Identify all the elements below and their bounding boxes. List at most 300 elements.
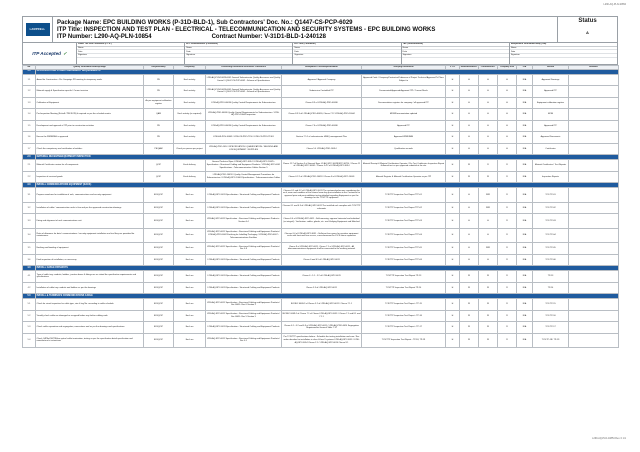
cell-c4: H — [498, 97, 517, 109]
cell-freq: Each rm — [174, 254, 206, 266]
cell-c3: W/R — [479, 202, 498, 214]
cell-freq: Each rm — [174, 214, 206, 229]
document-reference: L290-AQ-PLN-10854 — [603, 3, 626, 6]
cell-c2: H — [460, 86, 479, 98]
cell-verify: TCS/TTP Inspection Test Report - TP-18, TP-19 — [362, 333, 446, 348]
cell-activity: Calibration of Equipment — [36, 97, 144, 109]
cell-activity: Check cable separation and segregation, connections and as per the drawings and specifications — [36, 322, 144, 334]
signature-field: Signature — [77, 54, 184, 58]
cell-c4: R — [498, 282, 517, 294]
cell-verify: Qualification records — [362, 143, 446, 155]
cell-c4: R — [498, 271, 517, 283]
cell-c3: W — [479, 333, 498, 348]
cell-resp: PE — [144, 86, 174, 98]
signature-field: Date — [402, 50, 509, 54]
cell-no: 3.3 — [23, 214, 36, 229]
cell-doc: L290-AQ-PRO-40030 Quality Control Requirements for Subcontractors / L290-AQ-PRO-10044 Inspection — [206, 109, 282, 121]
cell-activity: Installation of cable tray conduits and ladders as per the drawings — [36, 282, 144, 294]
column-header: Frequency — [174, 66, 206, 70]
cell-c4: R — [498, 254, 517, 266]
cell-criteria: Section 7.5.1 of subcontractor HSEQ management Plan — [282, 132, 362, 144]
cell-remarks — [569, 143, 619, 155]
cell-criteria: Clause 9 of L290-AQ-SPC-6011, Clause 7.1 of L290-AQ-SPC-6011 - All telecommunications equipment shall be connected to the earthing network — [282, 243, 362, 255]
section-title: INSTALL CABLE PATHWAYS — [36, 266, 619, 271]
cell-resp: EIO/QC/P — [144, 214, 174, 229]
cell-record: Approved Drawings — [533, 74, 569, 86]
cell-record: Certificates — [533, 143, 569, 155]
cell-c3: W — [479, 299, 498, 311]
cell-c2: W — [460, 333, 479, 348]
cell-remarks — [569, 322, 619, 334]
cell-doc: L290-AQ-PRO-40030 Quality Control Requirements for Subcontractors — [206, 97, 282, 109]
contract-label: Contract Number: — [211, 33, 263, 40]
cell-remarks — [569, 299, 619, 311]
cell-c2: W — [460, 299, 479, 311]
cell-no: 3.4 — [23, 228, 36, 243]
cell-doc: L290-AQ-SPC-6011 Specification - Structured Cabling and Equipment Products — [206, 322, 282, 334]
cell-verify: TCS/TTP Inspection Test Report TTP-03 — [362, 214, 446, 229]
cell-c5: N/A — [517, 160, 533, 172]
cell-freq: Each rm — [174, 322, 206, 334]
cell-c1: H — [446, 322, 460, 334]
cell-c5: N/A — [517, 132, 533, 144]
cell-c3: H — [479, 214, 498, 229]
cell-c2: H — [460, 109, 479, 121]
cell-doc: L290-AQ-SPC-6011 Specification - Structured Cabling and Equipment Products / Sec 6.9 — [206, 243, 282, 255]
cell-no: 2.1 — [23, 160, 36, 172]
cell-record: Approved Documents — [533, 132, 569, 144]
cell-resp: EIO/QC/P — [144, 322, 174, 334]
itp-number-line — [57, 34, 553, 40]
cell-c2: W — [460, 160, 479, 172]
section-title: INSTALL COMMUNICATIONS EQUIPMENT (RACK) — [36, 183, 619, 188]
signature-field: Signature — [510, 54, 617, 58]
status-value: A — [586, 30, 589, 35]
cell-c1: H — [446, 120, 460, 132]
cell-c4: R — [498, 202, 517, 214]
contract-number: V-31D1-BLD-1-240128 — [264, 33, 326, 40]
cell-criteria: Clause 6.4 of L290-AQ-SPC-6011 - Self-removing, approve horizontal and individual (or integral) - Verification: cables, glands, etc. and Verifying Equipment and Matched — [282, 214, 362, 229]
cell-resp: EIO/QC/P — [144, 271, 174, 283]
signature-field: Name — [77, 47, 184, 51]
cell-verify: TCS/TTP Inspection Test Report TP-13 — [362, 271, 446, 283]
cell-record: TP-14 — [533, 282, 569, 294]
cell-c2: H — [460, 143, 479, 155]
cell-resp: EIO/QC/P — [144, 254, 174, 266]
table-row — [23, 132, 619, 144]
cell-remarks — [569, 86, 619, 98]
cell-verify: TCS/TTP Inspection Test Report TP-14 — [362, 282, 446, 294]
signature-title: Lower Tier Sub Contractor (L.T.S.) — [77, 43, 184, 47]
cell-c3: R — [479, 160, 498, 172]
table-row — [23, 202, 619, 214]
cell-resp: EIO/QC/P — [144, 282, 174, 294]
cell-c4: R — [498, 299, 517, 311]
cell-c4: H — [498, 86, 517, 98]
cell-criteria: Clauses 6.4 of L290-AQ-SPC-6011 - Sufficient free space for sensitive equipment racks with front and rear access, cross-document for IOCS future expansion — [282, 228, 362, 243]
cell-remarks — [569, 74, 619, 86]
cell-criteria: Clause 5.4 L290-AQ-PRO-10014 — [282, 143, 362, 155]
document-header — [22, 16, 618, 43]
signature-column — [402, 43, 510, 64]
cell-c1: H — [446, 202, 460, 214]
cell-resp: EIO/QC/P — [144, 310, 174, 322]
cell-c3: H — [479, 132, 498, 144]
cell-record: Approved ITP — [533, 86, 569, 98]
cell-c2: H — [460, 228, 479, 243]
table-row — [23, 109, 619, 121]
cell-no: 4.2 — [23, 282, 36, 294]
cell-remarks — [569, 333, 619, 348]
cell-c2: W — [460, 322, 479, 334]
cell-c2: W — [460, 171, 479, 183]
cell-remarks — [569, 254, 619, 266]
page-footer: L290-AQ-PLN-10854 Rev. 0 1/1 — [592, 437, 626, 440]
cell-c1: H — [446, 271, 460, 283]
cell-criteria: Clause 6 and 6.5 of L290-AQ-SPC-6011 — [282, 254, 362, 266]
cell-activity: Ensure the WMS/RAS is approved — [36, 132, 144, 144]
cell-c3: H — [479, 74, 498, 86]
cell-criteria: Clause 6.2.2 of L290-AQ-PRO-10059 / Clause 8 of L290-AQ-SPC-10001 — [282, 171, 362, 183]
cell-c5: N/A — [517, 97, 533, 109]
cell-record: TCS TP-05 — [533, 243, 569, 255]
cell-doc: L290-AQ-SPC-6011 Specification - Structured Cabling and Equipment Products — [206, 188, 282, 203]
signature-field: Name — [402, 47, 509, 51]
cell-doc: L290-AQ-PRO-10059 / Quality Control Management Procedures for Subcontractors / L290-AQ-SPC-10001 Specification - Telecommunication Cables — [206, 171, 282, 183]
cell-doc: L290-HS-PLN-10009 / L290-CN-PRO-7150 / L290-CS-PRO-71301 — [206, 132, 282, 144]
cell-resp: EIO/QC/P — [144, 333, 174, 348]
signature-field: Signature — [293, 54, 400, 58]
cell-c4: R — [498, 188, 517, 203]
cell-doc: L290-AQ-SPC-6011 Specification - Structured Cabling and Equipment Products — [206, 254, 282, 266]
cell-c3: H — [479, 97, 498, 109]
cell-record: Material Certificates / Test Reports — [533, 160, 569, 172]
signature-column — [77, 43, 185, 64]
cell-resp: EIO/QC/P — [144, 299, 174, 311]
section-title: INSTALL & TERMINATE COMMUNICATIONS CABLE — [36, 294, 619, 299]
cell-c5: N/A — [517, 86, 533, 98]
cell-no: 1.5 — [23, 120, 36, 132]
cell-remarks — [569, 171, 619, 183]
cell-c5: N/A — [517, 228, 533, 243]
table-row — [23, 310, 619, 322]
cell-freq: Each rm — [174, 271, 206, 283]
cell-no: 1.4 — [23, 109, 36, 121]
signature-title: EPC Subcontractor (Contractor) — [185, 43, 292, 47]
cell-no: 2.2 — [23, 171, 36, 183]
itp-number: L290-AQ-PLN-10854 — [94, 33, 152, 40]
cell-activity: Inspection of received goods — [36, 171, 144, 183]
cell-doc: L290-AQ-PLN-10028-0001 General Subcontractor Quality Assurance and Quality Control / Q1447-CS-PCP-6002 - Scheme of Specifications — [206, 74, 282, 86]
cell-c5: N/A — [517, 214, 533, 229]
cell-freq: Each activity — [174, 132, 206, 144]
cell-remarks — [569, 160, 619, 172]
cell-record: TCS TP-06 — [533, 254, 569, 266]
cell-c2: H — [460, 202, 479, 214]
cell-c4: H — [498, 120, 517, 132]
column-header: No. — [23, 66, 36, 70]
cell-criteria: Submission Controlled ITP — [282, 86, 362, 98]
company-logo: LAMPRELL — [26, 23, 50, 36]
cell-freq: Each activity — [174, 86, 206, 98]
cell-c1: H — [446, 299, 460, 311]
cell-resp: As per equipment calibration register — [144, 97, 174, 109]
cell-remarks — [569, 228, 619, 243]
cell-verify: TCS/TTP Inspection Test Report - TP-17 — [362, 322, 446, 334]
logo-box — [23, 17, 53, 42]
cell-verify: TCS/TTP Inspection Test Report TTP-01 — [362, 188, 446, 203]
cell-record: Equipment calibration register — [533, 97, 569, 109]
cell-criteria: Clauses 6.1 and 6.3 of L290-AQ-SPC-6011 The installed rack complies with TCS/TTP schematic — [282, 202, 362, 214]
cell-doc: L290-AQ-SPC-6011 Specification - Structured Cabling and Equipment Products — [206, 282, 282, 294]
cell-c5: N/A — [517, 282, 533, 294]
cell-freq: Each rm — [174, 188, 206, 203]
cell-c5: N/A — [517, 322, 533, 334]
cell-c4: R — [498, 171, 517, 183]
cell-c4: H — [498, 132, 517, 144]
table-row — [23, 160, 619, 172]
cell-activity: Fixing and alignment of rack communications unit — [36, 214, 144, 229]
cell-criteria: Clause 7.6 of L290-AQ-PRO-40030 — [282, 120, 362, 132]
column-header: Record — [533, 66, 569, 70]
cell-remarks — [569, 243, 619, 255]
cell-verify: Documented Approved Approved ITP / Current Rivals — [362, 86, 446, 98]
cell-no: 1.2 — [23, 86, 36, 98]
section-title: APPROVALS AND OTHER PRELIMINARY REQUIREMENTS — [36, 69, 619, 74]
table-row — [23, 322, 619, 334]
cell-verify: TCS/TTP Inspection Test Report - TP-16 — [362, 310, 446, 322]
cell-remarks — [569, 120, 619, 132]
section-number: 2.0 — [23, 155, 36, 160]
cell-record: TCS TP-18 / TP-19 — [533, 333, 569, 348]
cell-record: MOM — [533, 109, 569, 121]
cell-c4: R — [498, 214, 517, 229]
cell-remarks — [569, 132, 619, 144]
cell-activity: Visually check cable are damaged or scrapped before any further cabling work — [36, 310, 144, 322]
cell-no: 5.1 — [23, 299, 36, 311]
cell-doc: L290-AQ-SPC-6011 Specification - Structured Cabling and Equipment Products — [206, 202, 282, 214]
cell-c5: N/A — [517, 74, 533, 86]
cell-criteria: Clause 6.1 - 6.2 and 6.3 of L290-AQ-SPC-6011 / L290-AQ-PRO-6014 Segregation Requirements General Table 7.12 — [282, 322, 362, 334]
cell-c4: H — [498, 74, 517, 86]
cell-remarks — [569, 271, 619, 283]
cell-no: 3.5 — [23, 243, 36, 255]
cell-c1: H — [446, 171, 460, 183]
cell-record: TCS TP-16 — [533, 310, 569, 322]
cell-c3: W — [479, 282, 498, 294]
signature-field: Date — [185, 50, 292, 54]
cell-record: Inspection Reports — [533, 171, 569, 183]
cell-record: TCS TP-01 — [533, 188, 569, 203]
cell-c2: H — [460, 188, 479, 203]
cell-freq: Each rm — [174, 243, 206, 255]
cell-record: TCS TP-17 — [533, 322, 569, 334]
cell-doc: L290-AQ-SPC-6011 Specification - Structured Cabling and Equipment Products / Sec 6009 - Bus 5 Section 5 — [206, 310, 282, 322]
cell-doc: L290-AQ-SPC-6011 Specification - Structured Cabling and Equipment Products / L290-AQ-PRO-0002 Finishing for Labelling Packaging / L290-AQ-PRO-0007 - Telecommunications Facilities — [206, 228, 282, 243]
cell-criteria: Clause 5.3 of L290-AQ-SPC-6011 — [282, 282, 362, 294]
cell-freq: Each rm — [174, 282, 206, 294]
cell-verify: TCS/TTP Inspection Test Report TTP-04 — [362, 228, 446, 243]
cell-c5: N/A — [517, 188, 533, 203]
cell-resp: QC/P — [144, 171, 174, 183]
signature-field: Name — [293, 47, 400, 51]
cell-remarks — [569, 214, 619, 229]
cell-criteria: IEC/IEC 6009-2 of Clause 7.1 of Clause L290-AQ-SPC-6011 / Clause 7.1 and 8.1 and 7.1.1 — [282, 310, 362, 322]
column-header: Responsibility — [144, 66, 174, 70]
itp-number-label: ITP Number: — [57, 33, 93, 40]
cell-c2: W — [460, 282, 479, 294]
column-header: Quality Verification Activity/Stage — [36, 66, 144, 70]
status-label: Status — [578, 18, 597, 24]
signature-title: TBC (Subcontractor) — [402, 43, 509, 47]
cell-c5: N/A — [517, 299, 533, 311]
signature-field: Signature — [185, 54, 292, 58]
cell-c5: N/A — [517, 202, 533, 214]
cell-c5: N/A — [517, 120, 533, 132]
column-header: Verifying Documents — [362, 66, 446, 70]
cell-freq: Each rm — [174, 333, 206, 348]
section-number: 4.0 — [23, 266, 36, 271]
cell-remarks — [569, 109, 619, 121]
cell-c1: H — [446, 97, 460, 109]
cell-activity: Check the competency and certification of welders — [36, 143, 144, 155]
table-row — [23, 86, 619, 98]
cell-verify: Approved ITP — [362, 120, 446, 132]
cell-c2: H — [460, 254, 479, 266]
cell-c1: H — [446, 310, 460, 322]
cell-resp: EIO/QC/P — [144, 243, 174, 255]
cell-resp: EIO/QC/P — [144, 202, 174, 214]
cell-c3: W/R — [479, 188, 498, 203]
cell-c3: H — [479, 86, 498, 98]
itp-table — [22, 65, 619, 348]
cell-criteria: Clause 8.3.3 of L290-AQ-PRO-40030, Clause 7.12 L290-AQ-PRO-10044 — [282, 109, 362, 121]
cell-verify: TCS/TTP Inspection Test Report TTP-05 — [362, 243, 446, 255]
signature-column — [510, 43, 617, 64]
cell-verify: TCS/TTP Inspection Test Report TTP-02 — [362, 202, 446, 214]
cell-criteria: IEC/IEC 6009-2 of Clause 5.2 of L290-AQ-SPC-6011 / Clause 7.1.1 — [282, 299, 362, 311]
table-row — [23, 171, 619, 183]
cell-c3: H — [479, 109, 498, 121]
cell-c2: H — [460, 74, 479, 86]
cell-record: TCS TP-03 — [533, 214, 569, 229]
cell-c1: H — [446, 214, 460, 229]
cell-freq: Check per person per project — [174, 143, 206, 155]
cell-resp: EIO/QC/P — [144, 228, 174, 243]
cell-resp: QAM — [144, 109, 174, 121]
cell-c1: H — [446, 132, 460, 144]
cell-c3: W — [479, 171, 498, 183]
title-block — [53, 17, 557, 42]
column-header: Acceptance Criteria/Specification — [282, 66, 362, 70]
cell-c1: H — [446, 228, 460, 243]
cell-no: 3.1 — [23, 188, 36, 203]
cell-no: 3.6 — [23, 254, 36, 266]
cell-doc: General Technical Spec L290-AQ-SPC-6014 / L290-AQ-SPC-10025 - Specification - Structured Cabling and Equipment Products / L290-AQ-SPC-0001 Specifications - Telecommunication Cables Section 5 — [206, 160, 282, 172]
cell-no: 1.7 — [23, 143, 36, 155]
cell-criteria: Approved / Approval Company — [282, 74, 362, 86]
cell-activity: Installation of cable / communication racks in line and per the approved construction drawings — [36, 202, 144, 214]
signature-field: Name — [185, 47, 292, 51]
table-row — [23, 188, 619, 203]
cell-freq: Each rm — [174, 310, 206, 322]
cell-remarks — [569, 310, 619, 322]
cell-c2: H — [460, 132, 479, 144]
cell-c1: H — [446, 282, 460, 294]
cell-doc: L290-AQ-PRO-1014 / SPECIFICATION / QUALIFICATION - WELDING AND LOW EQUIPMENT / SUPPLIES — [206, 143, 282, 155]
cell-resp: PE — [144, 132, 174, 144]
cell-c1: H — [446, 74, 460, 86]
cell-criteria: Clause 6 - 5.1 - 5.2 of L290-AQ-SPC-6011 — [282, 271, 362, 283]
cell-activity: Earthing and bonding of equipment — [36, 243, 144, 255]
cell-activity: Final inspection of installation, as necessary — [36, 254, 144, 266]
cell-c5: N/A — [517, 171, 533, 183]
cell-activity: Pre-Inspection Meeting (Kickoff / PIM SOW) if required as per the schedule matrix — [36, 109, 144, 121]
cell-c1: H — [446, 160, 460, 172]
table-row — [23, 97, 619, 109]
cell-c3: H — [479, 143, 498, 155]
cell-doc: L290-AQ-PRO-40030 Quality Control Requirements for Subcontractors — [206, 120, 282, 132]
table-row — [23, 243, 619, 255]
cell-c3: W — [479, 271, 498, 283]
cell-c2: H — [460, 120, 479, 132]
cell-criteria: Per TCS/TTP specifications before - Schedule the testing installation and core / Sec under decades for installation in class I/class II systems L290-AQ-SPC-6011 / L290-AQ-SPC-6014 Clause 2.1 / L290-AQ-SPC-6014 Clause 9.1 — [282, 333, 362, 348]
cell-c1: H — [446, 254, 460, 266]
cell-no: 4.1 — [23, 271, 36, 283]
table-row — [23, 228, 619, 243]
cell-freq: Each rm — [174, 228, 206, 243]
column-header: Remarks — [569, 66, 619, 70]
column-header: L.T.S. — [446, 66, 460, 70]
cell-remarks — [569, 97, 619, 109]
cell-c1: H — [446, 143, 460, 155]
cell-record: TCS TP-02 — [533, 202, 569, 214]
itp-title: INSPECTION AND TEST PLAN - ELECTRICAL - TELECOMMUNICATION AND SECURITY SYSTEMS - EPC BUILDING WORKS — [83, 26, 436, 33]
table-row — [23, 120, 619, 132]
cell-criteria: Clause 11.7 of Section 5 of General Spec L2-AQ-SPC-10028/SPC-30714 / Clause 11 of L290-AQ-SPC-10001 / Clause 5.4.2 of L290-AQ-SPC-6014 — [282, 160, 362, 172]
cell-c2: W — [460, 271, 479, 283]
cell-verify: MOM/Documentation updated — [362, 109, 446, 121]
cell-no: 3.2 — [23, 202, 36, 214]
cell-doc: L290-AQ-SPC-6011 Specification - Structured Cabling and Equipment Products / Sec 6.1 — [206, 333, 282, 348]
signature-title: Independent Verification Body (IVB) — [510, 43, 617, 47]
cell-remarks — [569, 282, 619, 294]
cell-no: 5.3 — [23, 322, 36, 334]
cell-c1: H — [446, 243, 460, 255]
cell-activity: Type of cable tray, conduits, ladders, junction boxes & fittings are as stated the specification requirements and specifications — [36, 271, 144, 283]
cell-activity: Material Certificates review for all components — [36, 160, 144, 172]
cell-c4: R — [498, 228, 517, 243]
cell-verify: Documentation registers for company / all approved ITP — [362, 97, 446, 109]
cell-c5: N/A — [517, 143, 533, 155]
table-row — [23, 333, 619, 348]
cell-freq: Each activity — [174, 74, 206, 86]
cell-resp: EIO/QC/P — [144, 188, 174, 203]
cell-freq: Each rm — [174, 202, 206, 214]
cell-c3: H — [479, 228, 498, 243]
cell-doc: L290-AQ-PLN-10028-0001 General Subcontractor Quality Assurance and Quality Control / Q1447-CS-PCP-6002 - Scheme of Specifications — [206, 86, 282, 98]
column-header: IVB — [517, 66, 533, 70]
cell-activity: Check for visual inspection for cable type, size & tag No. according to cable schedule — [36, 299, 144, 311]
itp-title-line — [57, 27, 553, 33]
cell-no: 1.1 — [23, 74, 36, 86]
cell-verify: Approved Code / Company/Contractor/Ordinance of Project Technical Approved Ts Plans Subject to — [362, 74, 446, 86]
cell-c5: N/A — [517, 333, 533, 348]
cell-record: TCS TP-15 — [533, 299, 569, 311]
cell-record: Approved ITP — [533, 120, 569, 132]
cell-verify: Approved WMS/RAS — [362, 132, 446, 144]
cell-c2: W — [460, 310, 479, 322]
